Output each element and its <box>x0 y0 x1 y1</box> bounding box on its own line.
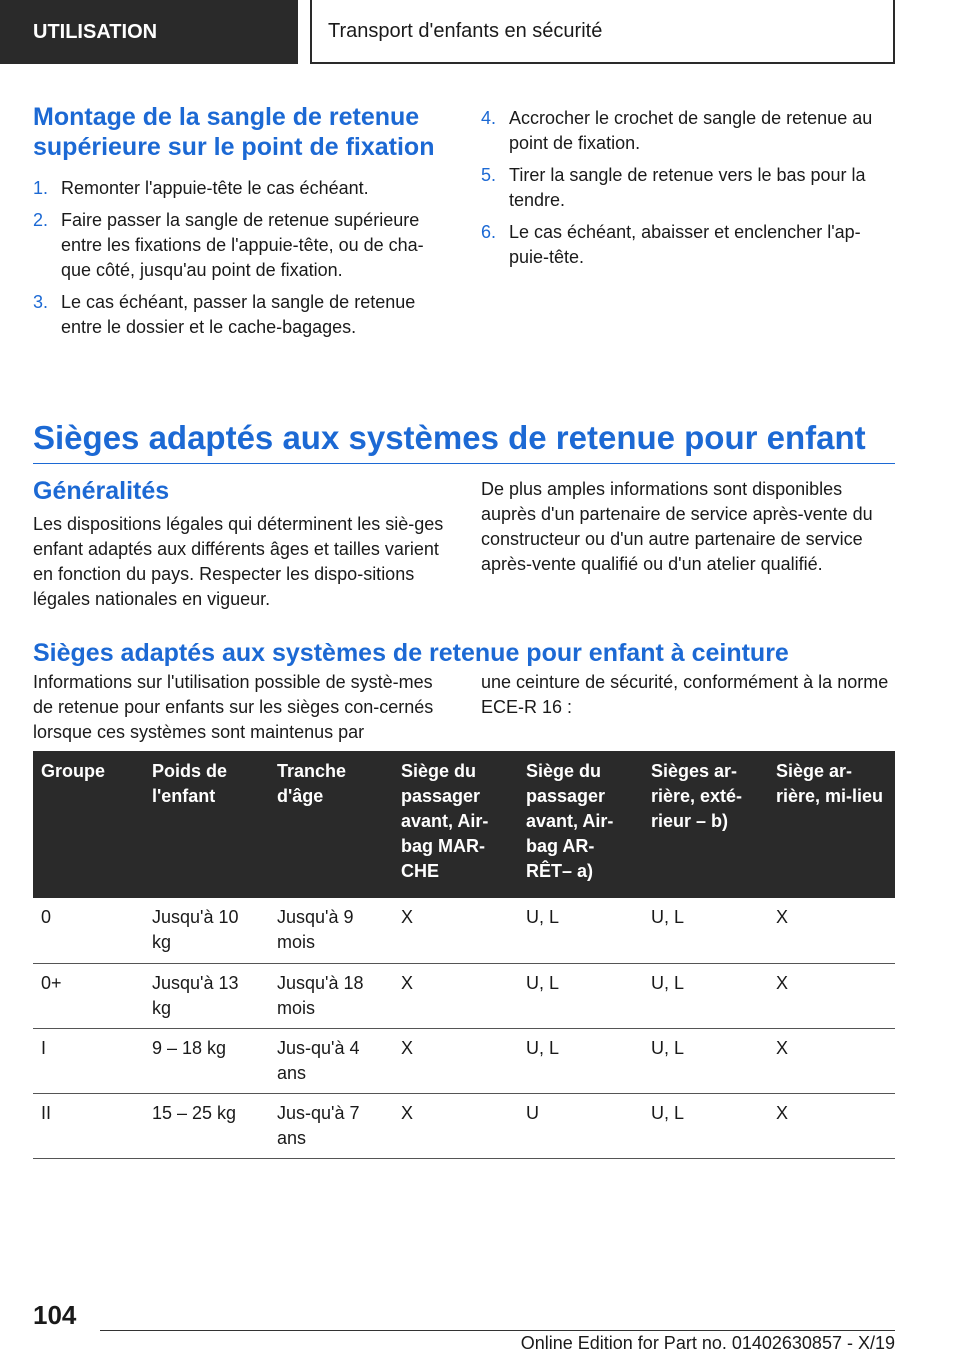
table-cell: U, L <box>518 963 643 1028</box>
table-cell: 15 – 25 kg <box>144 1093 269 1158</box>
mounting-left-column <box>33 102 447 347</box>
general-right-text: De plus amples informations sont disponibles auprès d'un partenaire de service après-vente du constructeur ou d'un autre partenaire de service après-vente qualifié ou d'un atelier qualifié. <box>481 479 873 574</box>
page-number: 104 <box>33 1300 77 1330</box>
table-row <box>33 898 895 963</box>
table-cell: Jusqu'à 10 kg <box>144 898 269 963</box>
step-item: 3. Le cas échéant, passer la sangle de retenue entre le dossier et le cache-bagages. <box>33 292 416 337</box>
table-row <box>33 1093 895 1158</box>
general-right-column <box>481 477 895 577</box>
table-cell: Jusqu'à 18 mois <box>269 963 393 1028</box>
table-header-row <box>33 751 895 898</box>
table-cell: II <box>33 1093 144 1158</box>
mounting-title: Montage de la sangle de retenue supérieure sur le point de fixation <box>33 103 435 161</box>
step-item: 1. Remonter l'appuie-tête le cas échéant. <box>33 178 369 198</box>
table-cell: Jus-qu'à 4 ans <box>269 1028 393 1093</box>
mounting-steps-right <box>481 106 895 270</box>
table-cell: X <box>393 898 518 963</box>
table-cell: X <box>768 963 895 1028</box>
table-cell: I <box>33 1028 144 1093</box>
table-cell: U, L <box>643 1028 768 1093</box>
step-item: 5. Tirer la sangle de retenue vers le bas pour la tendre. <box>481 165 866 210</box>
step-item: 6. Le cas échéant, abaisser et enclencher l'ap-puie-tête. <box>481 222 861 267</box>
general-title: Généralités <box>33 477 170 505</box>
footer-divider <box>100 1330 895 1331</box>
step-item: 2. Faire passer la sangle de retenue supérieure entre les fixations de l'appuie-tête, ou de cha-que côté, jusqu'au point de fixation. <box>33 210 424 280</box>
table-cell: U, L <box>643 1093 768 1158</box>
topic-label: Transport d'enfants en sécurité <box>310 0 895 64</box>
table-cell: U, L <box>643 963 768 1028</box>
column-header: Poids de l'enfant <box>144 751 269 898</box>
belt-title: Sièges adaptés aux systèmes de retenue pour enfant à ceinture <box>33 639 789 667</box>
belt-right-column <box>481 670 895 720</box>
page-header <box>0 0 960 66</box>
mounting-right-column <box>481 106 895 277</box>
table-cell: X <box>393 963 518 1028</box>
table-cell: X <box>393 1028 518 1093</box>
table-row <box>33 1028 895 1093</box>
column-header: Tranche d'âge <box>269 751 393 898</box>
table-cell: 9 – 18 kg <box>144 1028 269 1093</box>
table-cell: X <box>768 1028 895 1093</box>
table-cell: X <box>768 898 895 963</box>
table-cell: 0+ <box>33 963 144 1028</box>
table-cell: U, L <box>518 1028 643 1093</box>
belt-left-column <box>33 670 447 745</box>
edition-note: Online Edition for Part no. 01402630857 - X/19 <box>520 1333 895 1353</box>
table-cell: Jusqu'à 13 kg <box>144 963 269 1028</box>
table-cell: Jus-qu'à 7 ans <box>269 1093 393 1158</box>
mounting-steps-left <box>33 176 447 340</box>
belt-left-text: Informations sur l'utilisation possible de systè-mes de retenue pour enfants sur les sièges con-cernés lorsque ces systèmes sont maintenus par <box>33 672 434 742</box>
column-header: Sièges ar-rière, exté-rieur – b) <box>643 751 768 898</box>
table-cell: X <box>393 1093 518 1158</box>
column-header: Siège du passager avant, Air-bag MAR-CHE <box>393 751 518 898</box>
table-cell: U, L <box>643 898 768 963</box>
belt-right-text: une ceinture de sécurité, conformément à la norme ECE-R 16 : <box>481 672 889 717</box>
table-cell: X <box>768 1093 895 1158</box>
section-label: UTILISATION <box>0 0 298 64</box>
table-cell: Jusqu'à 9 mois <box>269 898 393 963</box>
main-heading: Sièges adaptés aux systèmes de retenue pour enfant <box>33 417 895 464</box>
table-cell: U <box>518 1093 643 1158</box>
table-cell: 0 <box>33 898 144 963</box>
seat-suitability-table <box>33 751 895 1159</box>
table-cell: U, L <box>518 898 643 963</box>
column-header: Groupe <box>33 751 144 898</box>
column-header: Siège ar-rière, mi-lieu <box>768 751 895 898</box>
step-item: 4. Accrocher le crochet de sangle de retenue au point de fixation. <box>481 108 873 153</box>
column-header: Siège du passager avant, Air-bag AR-RÊT– a) <box>518 751 643 898</box>
general-left-text: Les dispositions légales qui déterminent les siè-ges enfant adaptés aux différents âges et tailles varient en fonction du pays. Respecter les dispo-sitions légales nationales en vigueur. <box>33 514 444 609</box>
general-left-column <box>33 476 447 612</box>
table-row <box>33 963 895 1028</box>
